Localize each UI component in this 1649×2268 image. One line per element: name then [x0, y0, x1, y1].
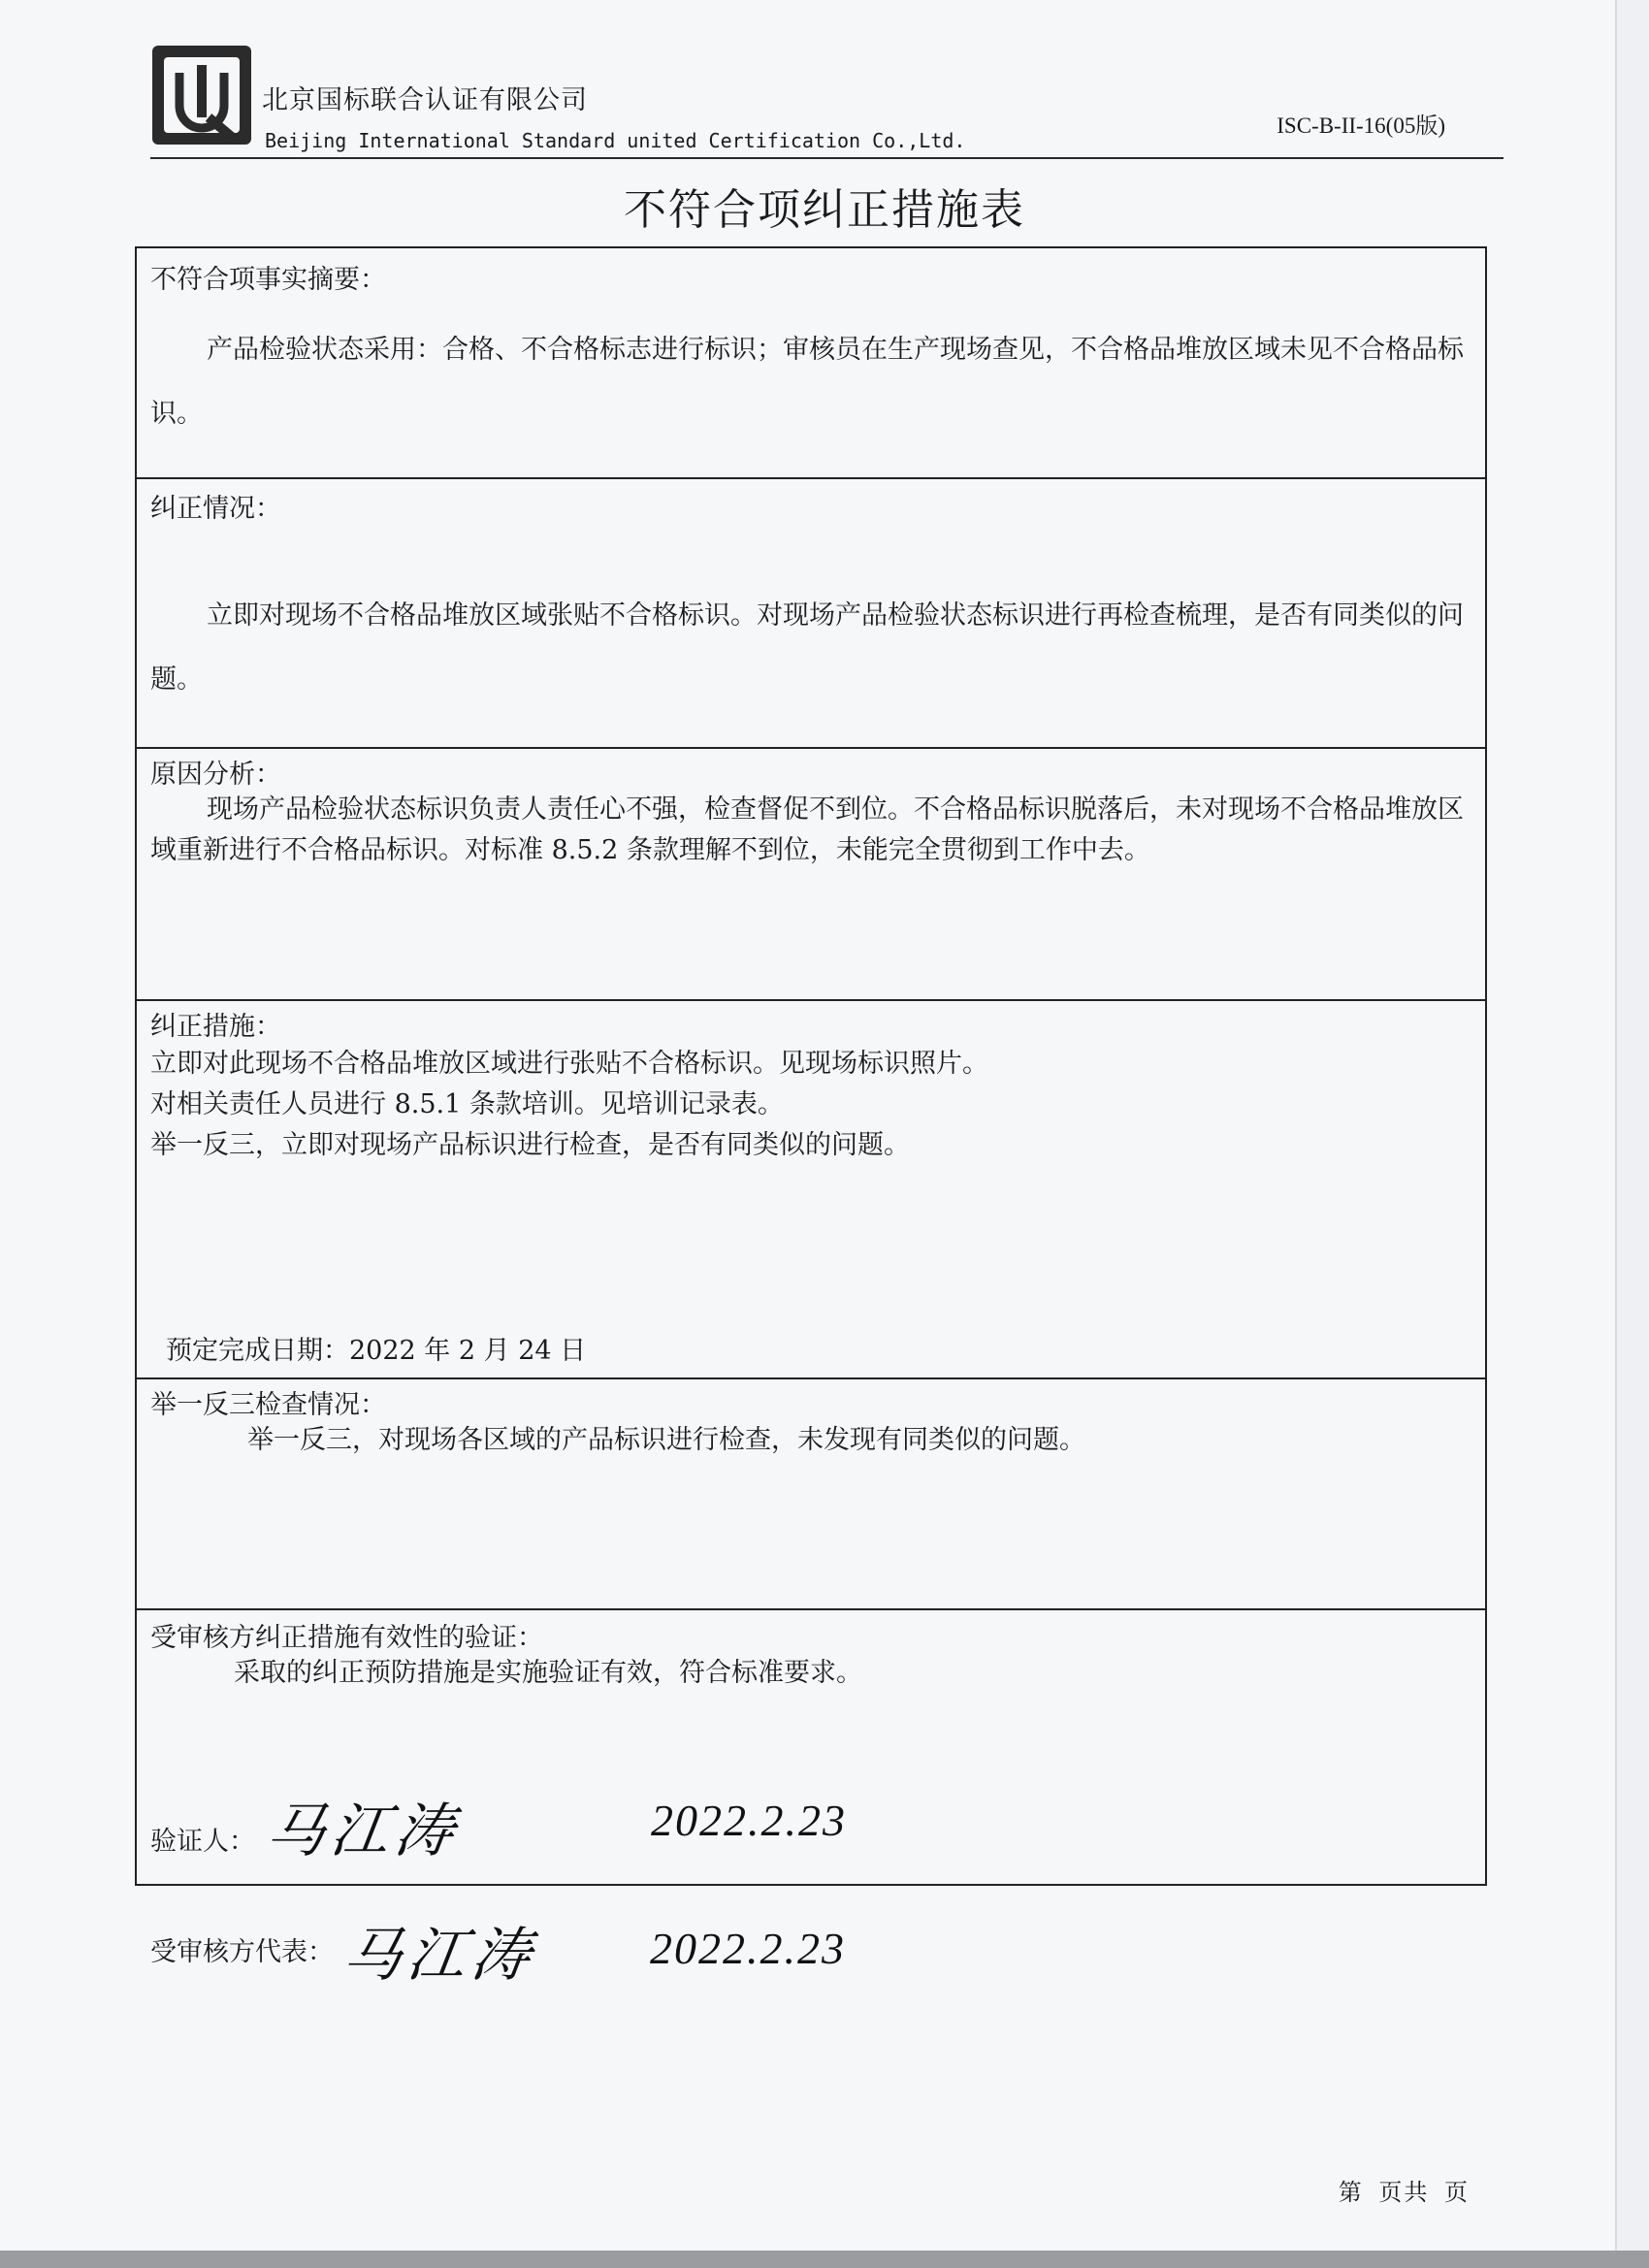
due-date-line	[166, 1331, 1471, 1372]
verifier-label: 验证人：	[150, 1827, 255, 1857]
section-cause-analysis	[137, 749, 1485, 1001]
action-item: 对相关责任人员进行 8.5.1 条款培训。见培训记录表。	[150, 1089, 784, 1119]
section-label: 原因分析：	[150, 760, 281, 790]
section-label: 不符合项事实摘要：	[150, 265, 386, 295]
representative-label: 受审核方代表：	[150, 1937, 334, 1967]
company-name-en: Beijing International Standard united Certification Co.,Ltd.	[265, 129, 966, 152]
action-list	[150, 1044, 1471, 1166]
company-logo	[150, 44, 253, 146]
document-title: 不符合项纠正措施表	[624, 185, 1025, 235]
representative-date: 2022.2.23	[650, 1924, 846, 1973]
verify-date: 2022.2.23	[651, 1796, 847, 1845]
scanner-edge	[0, 2251, 1649, 2268]
form-code: ISC-B-II-16(05版)	[1277, 113, 1445, 138]
verifier-signature: 马江涛	[262, 1799, 464, 1863]
action-item: 举一反三，立即对现场产品标识进行检查，是否有同类似的问题。	[150, 1130, 910, 1160]
section-text: 采取的纠正预防措施是实施验证有效，符合标准要求。	[234, 1658, 862, 1688]
header-divider	[150, 157, 1504, 159]
section-text: 现场产品检验状态标识负责人责任心不强，检查督促不到位。不合格品标识脱落后，未对现场不合格品堆放区域重新进行不合格品标识。对标准 8.5.2 条款理解不到位，未能完全贯彻到工作中去。	[150, 794, 1464, 865]
section-fact-summary	[137, 248, 1485, 479]
section-verification	[137, 1610, 1485, 1884]
nonconformity-form	[135, 246, 1487, 1886]
company-name-cn: 北京国标联合认证有限公司	[262, 85, 588, 115]
end-label: 页	[1444, 2179, 1470, 2206]
section-label: 受审核方纠正措施有效性的验证：	[150, 1623, 543, 1653]
section-extension-check	[137, 1379, 1485, 1610]
representative-signature: 马江涛	[339, 1924, 540, 1988]
letterhead	[150, 44, 1504, 160]
page-counter	[1333, 2173, 1470, 2207]
section-label: 纠正措施：	[150, 1012, 281, 1042]
page-label: 第	[1338, 2179, 1364, 2206]
section-text: 举一反三，对现场各区域的产品标识进行检查，未发现有同类似的问题。	[247, 1425, 1085, 1455]
section-label: 纠正情况：	[150, 494, 281, 524]
section-corrective-action	[137, 1001, 1485, 1379]
due-date-label: 预定完成日期：	[166, 1336, 349, 1366]
action-item: 立即对此现场不合格品堆放区域进行张贴不合格标识。见现场标识照片。	[150, 1049, 988, 1079]
section-text: 立即对现场不合格品堆放区域张贴不合格标识。对现场产品检验状态标识进行再检查梳理，是否有同类似的问题。	[150, 600, 1464, 695]
due-date-value: 2022 年 2 月 24 日	[349, 1336, 587, 1366]
section-label: 举一反三检查情况：	[150, 1390, 386, 1420]
section-correction	[137, 479, 1485, 749]
total-label: 页共	[1378, 2179, 1430, 2206]
section-text: 产品检验状态采用：合格、不合格标志进行标识；审核员在生产现场查见，不合格品堆放区域未见不合格品标识。	[150, 335, 1464, 429]
